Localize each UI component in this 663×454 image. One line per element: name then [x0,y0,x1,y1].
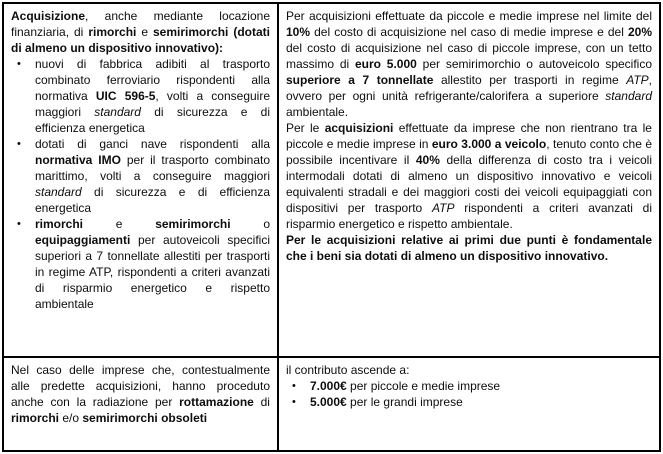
bullet-text [310,378,652,394]
paragraph [11,362,270,426]
bullet-icon: • [17,138,21,150]
bullet-icon: • [17,218,21,230]
text-segment: allestito per trasporti in regime [433,73,627,87]
text-segment: di sicurezza e di efficienza energetica [35,105,271,135]
bullet-text [310,394,652,410]
text-segment: di sicurezza e di efficienza energetica [35,185,270,215]
cell-scrappage-case [4,358,279,450]
text-segment: Acquisizione [11,9,86,23]
incentives-table [2,2,661,452]
text-segment: rimorchi [35,217,84,231]
text-segment: ATP [432,201,455,215]
text-segment: del costo di acquisizione nel caso di piccole imprese, con un tetto massimo di [286,41,652,71]
text-segment: rimorchi [88,25,137,39]
bullet-icon: • [17,58,21,70]
paragraph [286,120,652,232]
text-segment: del costo di acquisizione nel caso di medie imprese e del [310,25,628,39]
text-segment: Per le acquisizioni relative ai primi due punti è fondamentale che i beni sia dotati di almeno un dispositivo innovativo. [286,233,652,263]
text-segment: nuovi di fabbrica adibiti al trasporto combinato ferroviario rispondenti alla normativa [35,57,270,103]
bullet-text [35,216,270,312]
text-segment: Nel caso delle imprese che, contestualmente alle predette acquisizioni, hanno proceduto anche con la radiazione per [11,363,270,409]
text-segment: standard [35,185,82,199]
text-segment: semirimorchi [155,217,231,231]
paragraph [286,8,652,120]
bullet-item [286,394,652,410]
text-segment: della differenza di costo tra i veicoli intermodali dotati di almeno un dispositivo innovativo e veicoli equivalenti stradali e dei maggiori costi dei veicoli equipaggiati con dispositivi per trasporto [286,153,652,215]
cell-acquisition-description [4,4,279,358]
text-segment: per autoveicoli specifici superiori a 7 tonnellate allestiti per trasporti in regime ATP, rispondenti a criteri avanzati di risparmio energetico e rispetto ambientale [35,233,270,311]
bullet-item [11,136,270,216]
bullet-icon: • [292,396,296,408]
text-segment: rimorchi [11,411,60,425]
bullet-icon: • [292,380,296,392]
text-segment: acquisizioni [324,121,394,135]
text-segment: Per le [286,121,325,135]
bullet-text [35,136,270,216]
text-segment: standard [605,89,652,103]
text-segment: 5.000€ [310,395,347,409]
text-segment: e/o [59,411,83,425]
text-segment: , volti a conseguire maggiori [35,89,270,119]
text-segment: semirimorchi obsoleti [82,411,208,425]
text-segment: 20% [627,25,652,39]
text-segment: per le grandi imprese [346,395,463,409]
text-segment: euro 5.000 [354,57,417,71]
bullet-item [11,56,270,136]
text-segment: di [253,395,270,409]
text-segment: standard [94,105,141,119]
bullet-item [286,378,652,394]
text-segment: e [83,217,156,231]
text-segment: euro 3.000 a veicolo [431,137,547,151]
text-segment: 40% [415,153,440,167]
text-segment: per semirimorchio o autoveicolo specifico [416,57,653,71]
text-segment: o [230,217,271,231]
paragraph [286,232,652,264]
text-segment: UIC 596-5 [95,89,156,103]
text-segment: equipaggiamenti [35,233,131,247]
bullet-text [35,56,270,136]
text-segment: superiore a 7 tonnellate [286,73,434,87]
text-segment: normativa IMO [35,153,121,167]
text-segment: il contributo ascende a: [286,363,410,377]
text-segment: semirimorchi (dotati di almeno un dispositivo innovativo): [11,25,271,55]
text-segment: Per acquisizioni effettuate da piccole e medie imprese nel limite del [286,9,652,23]
text-segment: rispondenti a criteri avanzati di risparmio energetico e rispetto ambientale. [286,201,652,231]
text-segment: 10% [286,25,311,39]
text-segment: per il trasporto combinato marittimo, volti a conseguire maggiori [35,153,270,183]
text-segment: ATP [626,73,649,87]
text-segment: 7.000€ [310,379,347,393]
text-segment: e [136,25,153,39]
text-segment: ambientale. [286,105,349,119]
text-segment: , ovvero per ogni unità refrigerante/calorifera a superiore [286,73,652,103]
paragraph [286,362,652,378]
text-segment: , tenuto conto che è possibile incentivare il [286,137,652,167]
text-segment: dotati di ganci nave rispondenti alla [35,137,270,151]
text-segment: per piccole e medie imprese [346,379,501,393]
text-segment: rottamazione [179,395,254,409]
text-segment: , anche mediante locazione finanziaria, di [11,9,270,39]
text-segment: effettuate da imprese che non rientrano tra le piccole e medie imprese in [286,121,652,151]
cell-contribution-limits [279,4,659,358]
cell-contribution-amounts [279,358,659,450]
paragraph [11,8,270,56]
bullet-item [11,216,270,312]
